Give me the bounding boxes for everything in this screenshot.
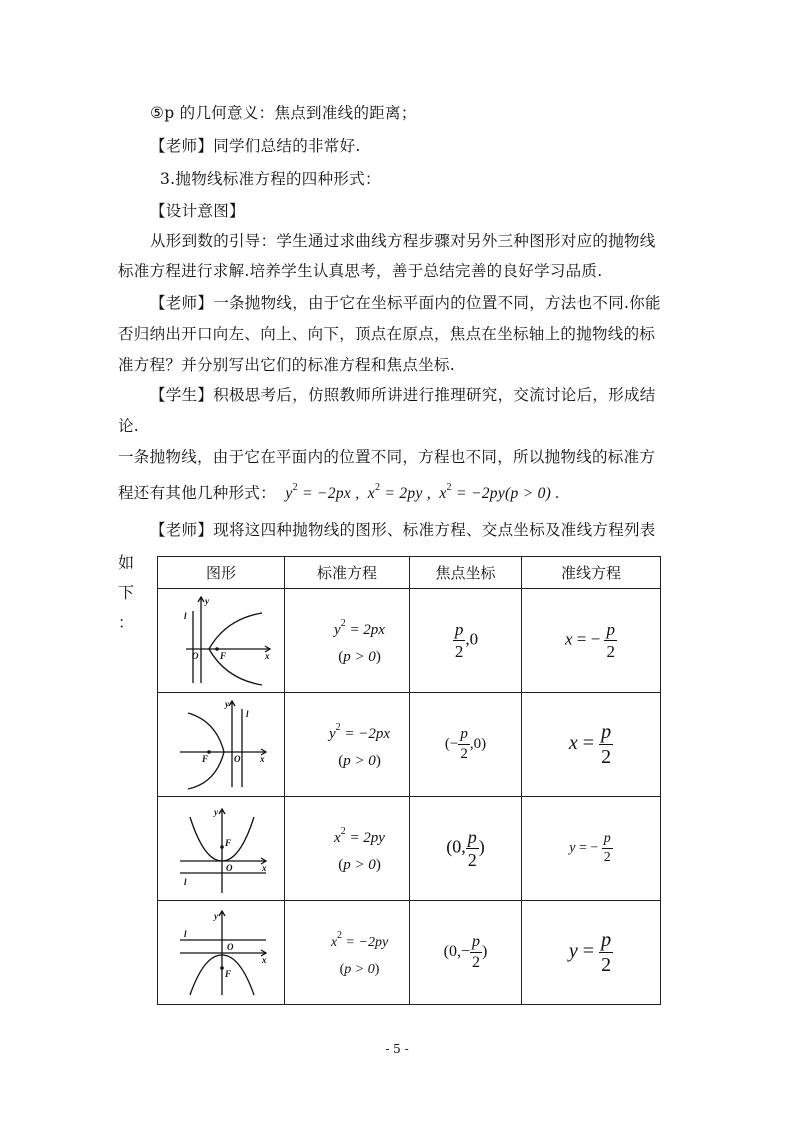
text-line: 从形到数的引导：学生通过求曲线方程步骤对另外三种图形对应的抛物线: [150, 232, 656, 250]
parabola-down-graph: [166, 903, 276, 998]
graph-label: F: [225, 838, 232, 848]
parabola-right-graph: [166, 591, 276, 686]
graph-label: O: [226, 863, 233, 873]
graph-label: x: [262, 955, 267, 965]
equation-cell: $y^2 = 2px$ (p > 0): [285, 589, 410, 693]
directrix-cell: y = $\frac{p}{2}$: [522, 901, 661, 1005]
graph-label: l: [184, 877, 187, 887]
equation-cell: $x^2 = 2py$ (p > 0): [285, 797, 410, 901]
graph-cell: [158, 797, 285, 901]
graph-label: x: [260, 754, 265, 764]
text-line: ⑤p 的几何意义：焦点到准线的距离；: [150, 104, 417, 122]
text-run: 程还有其他几种形式：: [118, 484, 277, 502]
equation-cell: $x^2 = -2py$ (p > 0): [285, 901, 410, 1005]
table-row: [158, 693, 661, 797]
table-row: [158, 797, 661, 901]
directrix-cell: y = − $\frac{p}{2}$: [522, 797, 661, 901]
equation-cell: $y^2 = -2px$ (p > 0): [285, 693, 410, 797]
graph-cell: [158, 589, 285, 693]
graph-label: l: [184, 611, 187, 621]
graph-cell: [158, 901, 285, 1005]
graph-label: O: [234, 754, 241, 764]
text-line: [118, 481, 560, 503]
text-line: 论.: [118, 417, 140, 435]
header-focus: 焦点坐标: [410, 557, 522, 589]
graph-label: y: [225, 699, 229, 709]
text-line: 【老师】现将这四种抛物线的图形、标准方程、交点坐标及准线方程列表: [150, 521, 656, 539]
text-line: 【学生】积极思考后，仿照教师所讲进行推理研究，交流讨论后，形成结: [150, 386, 656, 404]
focus-cell: (0,− $\frac{p}{2}$ ): [410, 901, 522, 1005]
header-directrix: 准线方程: [522, 557, 661, 589]
header-equation: 标准方程: [285, 557, 410, 589]
text-line: 【老师】一条抛物线，由于它在坐标平面内的位置不同，方法也不同.你能: [150, 294, 661, 312]
text-line: 【老师】同学们总结的非常好.: [150, 137, 361, 155]
parabola-up-graph: [166, 799, 276, 894]
directrix-cell: x = − $\frac{p}{2}$: [522, 589, 661, 693]
table-header-row: [158, 557, 661, 589]
focus-cell: $\frac{p}{2}$ ,0: [410, 589, 522, 693]
text-line: 【设计意图】: [150, 202, 245, 220]
table-row: [158, 589, 661, 693]
header-graph: 图形: [158, 557, 285, 589]
text-line: 准方程？并分别写出它们的标准方程和焦点坐标.: [118, 356, 456, 374]
graph-cell: [158, 693, 285, 797]
side-char: 如: [118, 553, 135, 572]
graph-label: O: [227, 942, 234, 952]
side-char: 下: [118, 583, 135, 602]
graph-label: x: [265, 651, 270, 661]
text-line: 一条抛物线，由于它在平面内的位置不同，方程也不同，所以抛物线的标准方: [118, 448, 656, 466]
graph-label: x: [262, 863, 267, 873]
text-line: 3.抛物线标准方程的四种形式：: [160, 170, 381, 188]
text-line: 标准方程进行求解.培养学生认真思考，善于总结完善的良好学习品质.: [118, 262, 603, 280]
graph-label: y: [214, 807, 218, 817]
directrix-cell: x = $\frac{p}{2}$: [522, 693, 661, 797]
graph-label: y: [214, 911, 218, 921]
focus-cell: (0, $\frac{p}{2}$ ): [410, 797, 522, 901]
graph-label: O: [192, 651, 199, 661]
graph-label: y: [205, 596, 209, 606]
parabola-left-graph: [166, 695, 276, 790]
focus-cell: (− $\frac{p}{2}$ ,0): [410, 693, 522, 797]
graph-label: l: [246, 709, 249, 719]
table-row: [158, 901, 661, 1005]
graph-label: F: [220, 651, 227, 661]
graph-label: F: [225, 969, 232, 979]
side-char: ：: [118, 613, 135, 632]
parabola-table: [157, 556, 661, 1005]
graph-label: l: [184, 929, 187, 939]
text-line: 否归纳出开口向左、向上、向下，顶点在原点，焦点在坐标轴上的抛物线的标: [118, 325, 656, 343]
page-number: - 5 -: [385, 1042, 409, 1056]
equation-forms: $y^2 = -2px$ , $x^2 = 2py$ , $x^2 = -2py(p > 0)$ .: [281, 482, 560, 502]
graph-label: F: [202, 754, 209, 764]
